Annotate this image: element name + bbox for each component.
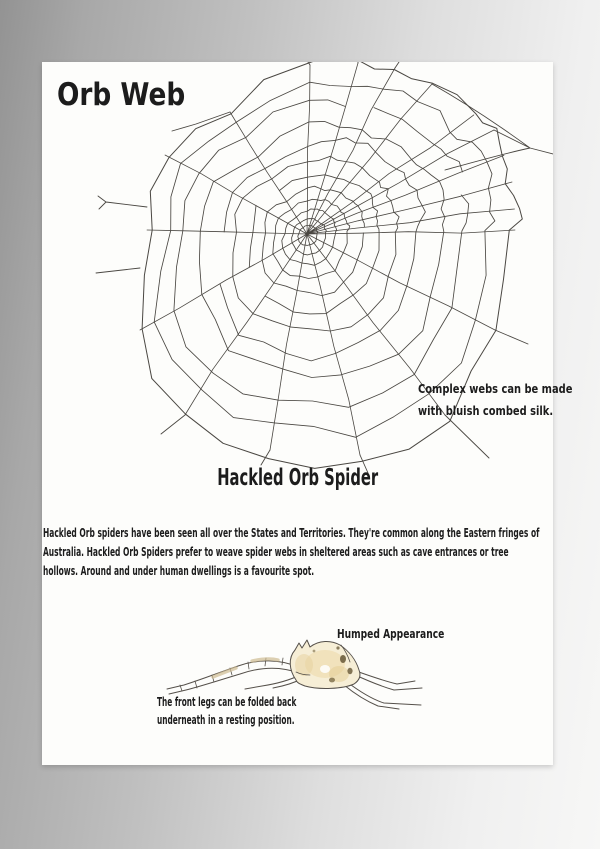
spider-caption-line-2: underneath in a resting position.: [157, 712, 295, 727]
paragraph-line-1: Hackled Orb spiders have been seen all over the States and Territories. They're common along the Eastern fringes of: [43, 525, 540, 540]
page-title: [57, 78, 208, 112]
paragraph-line-3: hollows. Around and under human dwellings is a favourite spot.: [43, 563, 315, 578]
spider-label: [337, 627, 484, 641]
spider-rear-leg: [356, 671, 415, 684]
spider-front-leg: [167, 661, 298, 689]
section-heading-text: Hackled Orb Spider: [217, 465, 378, 491]
spider-caption-line-1: The front legs can be folded back: [157, 694, 297, 709]
paragraph-line-2: Australia. Hackled Orb Spiders prefer to weave spider webs in sheltered areas such as cave entrances or tree: [43, 544, 509, 559]
document-page: [42, 62, 573, 765]
spider-front-leg: [169, 668, 299, 694]
page-title-text: Orb Web: [57, 77, 186, 113]
spider-leg-segments: [180, 658, 283, 691]
spider-caption: [157, 693, 393, 729]
web-caption-line-1: Complex webs can be made: [418, 381, 573, 396]
web-caption: [418, 378, 600, 422]
section-heading: [42, 465, 553, 491]
spider-label-text: Humped Appearance: [337, 626, 445, 641]
web-caption-line-2: with bluish combed silk.: [418, 403, 554, 418]
body-paragraph: [43, 523, 600, 580]
spider-mid-leg: [245, 675, 300, 689]
